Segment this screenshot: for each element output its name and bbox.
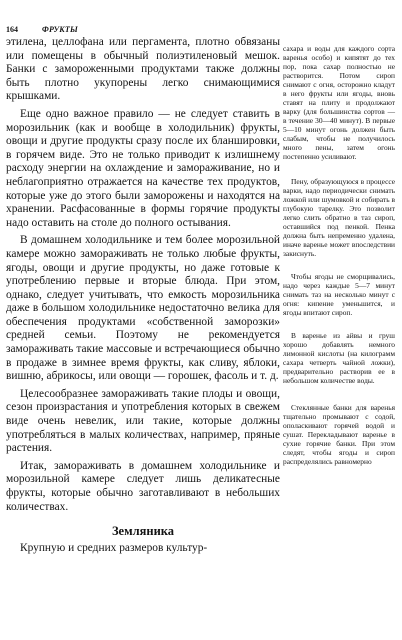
page-number: 164 [6, 25, 18, 34]
paragraph: Еще одно важное правило — не следует ставить в морозильник (как и вообще в холодильник) фрукты, овощи и другие продукты сразу после их бланшировки, в горячем виде. Это не только приводит к излишнему расходу энергии на охлаждение и замораживание, но и неблагоприятно отражается на качестве тех продуктов, которые уже до этого были заморожены и находятся на хранении. Расфасованные в формы горячие продукты надо оставить на столе до полного остывания. [6, 107, 280, 229]
sidebar-note: сахара и воды для каждого сорта варенья особо) и кипятят до тех пор, пока сахар полностью не растворится. Потом сироп снимают с огня, осторожно кладут в него фрукты или ягоды, вновь ставят на плиту и продолжают варку (для большинства сортов — в течение 30—40 минут). В первые 5—10 минут огонь должен быть слабым, чтобы не получилось много пены, затем огонь постепенно усиливают. [283, 44, 395, 161]
paragraph: Итак, замораживать в домашнем холодильнике и морозильной камере следует лишь деликатесные фрукты, которые обычно заготавливают в небольших количествах. [6, 459, 280, 513]
running-section-title: ФРУКТЫ [42, 25, 78, 34]
main-text-column [6, 36, 280, 556]
sidebar-notes-column [283, 44, 395, 466]
sidebar-note: В варенье из айвы и груш хорошо добавлять немного лимонной кислоты (на килограмм сахара четверть чайной ложки), предварительно растворив ее в небольшом количестве воды. [283, 331, 395, 385]
paragraph: этилена, целлофана или пергамента, плотно обвязаны или помещены в обычный полиэтиленовый мешок. Банки с замороженными продуктами также должны быть плотно укупорены легко снимающимися крышками. [6, 36, 280, 103]
section-heading: Земляника [111, 524, 175, 539]
sidebar-note: Стеклянные банки для варенья тщательно промывают с содой, ополаскивают горячей водой и сушат. Перекладывают варенье в сухие горячие банки. При этом следят, чтобы ягоды и сироп распределялись равномерно [283, 403, 395, 466]
page-header [6, 25, 336, 34]
sidebar-note: Пену, образующуюся в процессе варки, надо периодически снимать ложкой или шумовкой и собирать в глубокую тарелку. Это позволит легко слить обратно в таз сироп, оставшийся под пенкой. Пенка должна быть непременно удалена, иначе варенье может впоследствии закиснуть. [283, 177, 395, 258]
paragraph: В домашнем холодильнике и тем более морозильной камере можно замораживать не только любые фрукты, ягоды, овощи и другие продукты, но даже готовые к употреблению первые и вторые блюда. При этом, однако, следует учитывать, что емкость морозильника даже в большом холодильнике недостаточно велика для обеспечения продуктами «собственной заморозки» средней семьи. Поэтому не рекомендуется замораживать такие массовые и встречающиеся обычно в продаже в зимнее время фрукты, как сливу, яблоки, вишню, абрикосы, или овощи — горошек, фасоль и т. д. [6, 234, 280, 383]
paragraph: Крупную и средних размеров культур- [20, 542, 208, 555]
sidebar-note: Чтобы ягоды не сморщивались, надо через каждые 5—7 минут снимать таз на несколько минут с огня: кипение уменьшится, и ягоды впитают сироп. [283, 272, 395, 317]
paragraph: Целесообразнее замораживать такие плоды и овощи, сезон произрастания и употребления которых в свежем виде очень невелик, или такие, которые должны употребляться в малых количествах, например, пряные растения. [6, 387, 280, 455]
